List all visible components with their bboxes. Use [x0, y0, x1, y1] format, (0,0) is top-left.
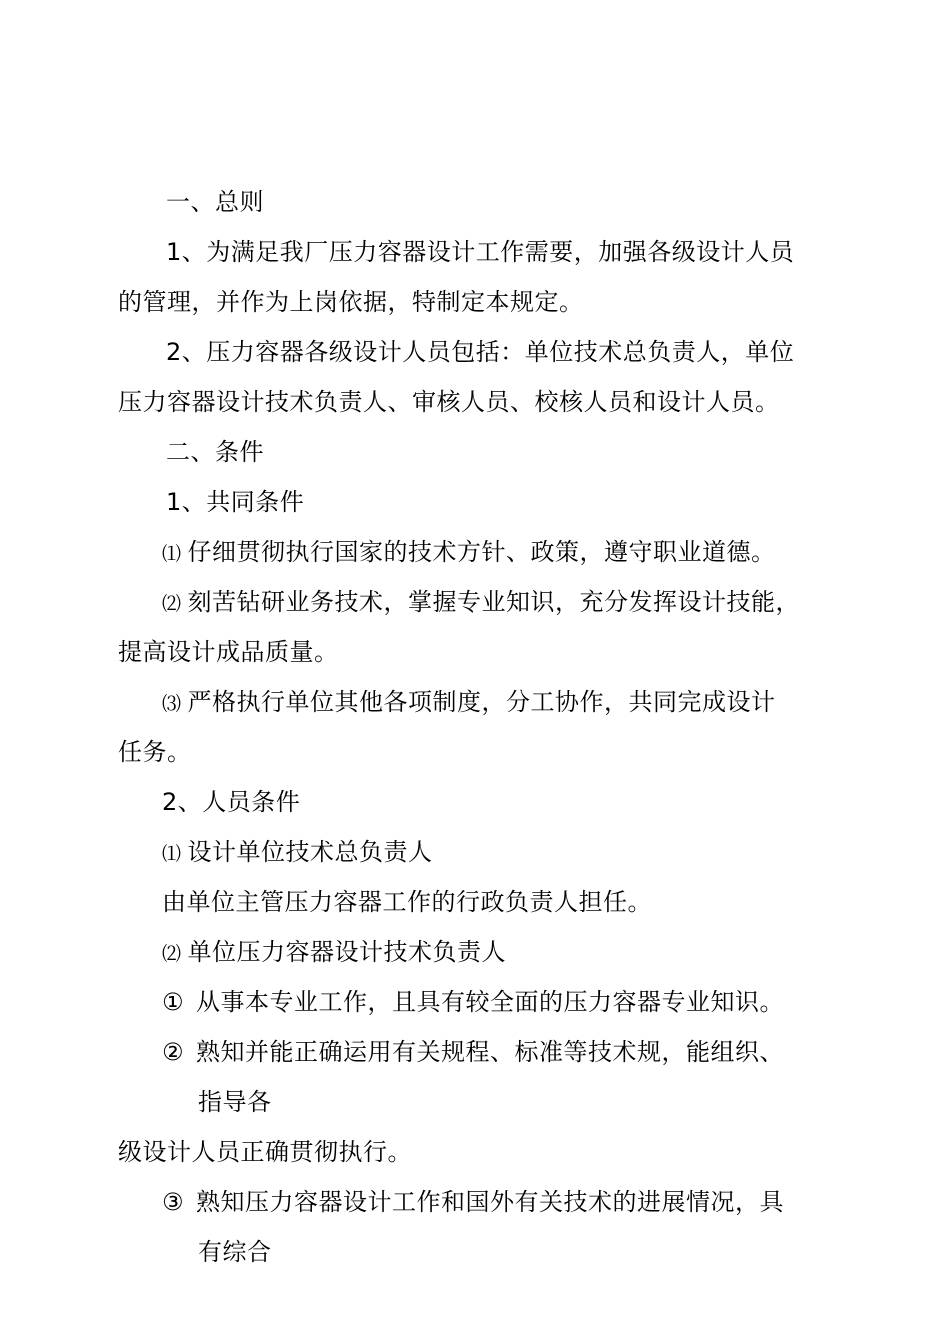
item-marker: ⑴: [162, 543, 182, 565]
circled-marker: ①: [162, 988, 185, 1016]
personnel-item-2-title: [162, 936, 506, 970]
sub-item-2-line-1: [162, 1036, 784, 1068]
sub-item-2-line-2: 指导各: [198, 1088, 272, 1116]
common-item-1: [162, 536, 776, 570]
section-heading-general: 一、总则: [166, 188, 264, 216]
sub-item-1: [162, 986, 784, 1018]
item-text: 熟知并能正确运用有关规程、标准等技术规，能组织、: [196, 1038, 784, 1066]
section-heading-conditions: 二、条件: [166, 438, 264, 466]
item-marker: ⑵: [162, 943, 182, 965]
item-text: 刻苦钻研业务技术，掌握专业知识，充分发挥设计技能，: [187, 588, 801, 616]
paragraph-2-line-2: 压力容器设计技术负责人、审核人员、校核人员和设计人员。: [118, 388, 780, 416]
circled-marker: ③: [162, 1188, 185, 1216]
item-text: 严格执行单位其他各项制度，分工协作，共同完成设计: [187, 688, 776, 716]
item-text: 设计单位技术总负责人: [187, 838, 433, 866]
common-item-3-line-1: [162, 686, 776, 720]
item-text: 单位压力容器设计技术负责人: [187, 938, 507, 966]
item-text: 从事本专业工作，且具有较全面的压力容器专业知识。: [196, 988, 784, 1016]
subheading-personnel-conditions: 2、人员条件: [162, 788, 301, 816]
common-item-2-line-2: 提高设计成品质量。: [118, 638, 339, 666]
common-item-3-line-2: 任务。: [118, 738, 192, 766]
sub-item-2-line-3: 级设计人员正确贯彻执行。: [118, 1138, 412, 1166]
subheading-common-conditions: 1、共同条件: [166, 488, 305, 516]
personnel-item-1-title: [162, 836, 433, 870]
paragraph-1-line-1: 1、为满足我厂压力容器设计工作需要，加强各级设计人员: [166, 238, 795, 266]
item-marker: ⑶: [162, 693, 182, 715]
circled-marker: ②: [162, 1038, 185, 1066]
sub-item-3-line-1: [162, 1186, 784, 1218]
sub-item-3-line-2: 有综合: [198, 1238, 272, 1266]
paragraph-2-line-1: 2、压力容器各级设计人员包括：单位技术总负责人，单位: [166, 338, 795, 366]
personnel-item-1-description: 由单位主管压力容器工作的行政负责人担任。: [162, 888, 652, 916]
common-item-2-line-1: [162, 586, 800, 620]
item-marker: ⑵: [162, 593, 182, 615]
item-text: 熟知压力容器设计工作和国外有关技术的进展情况，具: [196, 1188, 784, 1216]
item-text: 仔细贯彻执行国家的技术方针、政策，遵守职业道德。: [187, 538, 776, 566]
paragraph-1-line-2: 的管理，并作为上岗依据，特制定本规定。: [118, 288, 584, 316]
item-marker: ⑴: [162, 843, 182, 865]
